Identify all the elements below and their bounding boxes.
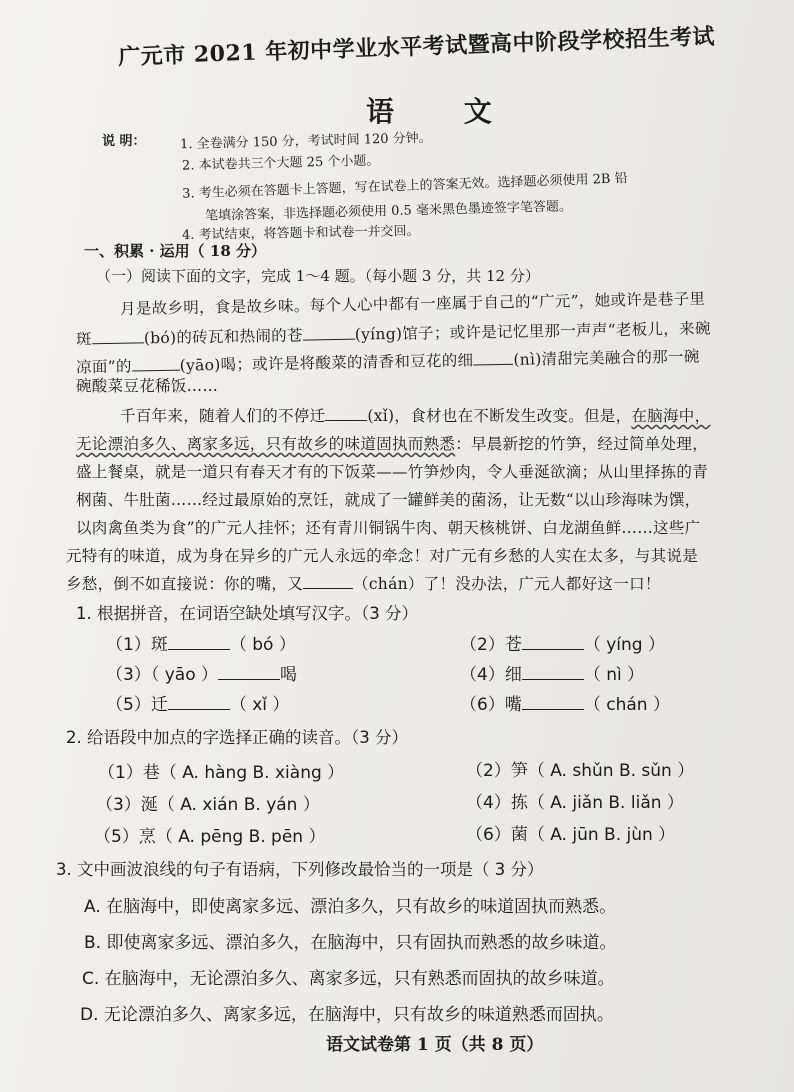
q1-item [460,660,644,685]
q3-option-a[interactable]: A. 在脑海中，即使离家多远、漂泊多久，只有故乡的味道固执而熟悉。 [84,897,617,917]
answer-blank[interactable] [325,406,367,421]
passage-text: (yíng)馆子；或许是记忆里那一声声“老板儿，来碗 [354,319,711,344]
question-1-stem: 1. 根据拼音，在词语空缺处填写汉字。（3 分） [76,604,418,623]
section-heading: 一、积累 · 运用（ 18 分） [84,242,266,260]
q1-item [106,630,296,655]
instruction-2: 2. 本试卷共三个大题 25 个小题。 [181,153,380,174]
passage-text: (bó)的砖瓦和热闹的苍 [143,326,303,348]
passage-line [76,345,700,378]
passage-text: (nì)清甜完美融合的那一碗 [513,347,700,369]
q2-item: （4）拣（ A. jiǎn B. liǎn ） [466,793,684,813]
answer-blank[interactable] [303,325,355,341]
q1-item-pinyin: （ yíng ） [583,635,665,655]
q1-item-pinyin: （ bó ） [229,635,296,655]
instructions-label: 说 明： [102,134,146,149]
q1-item-prefix: （5）迁 [106,695,168,715]
passage-text: 斑 [75,330,93,349]
q2-item: （5）烹（ A. pēng B. pēn ） [94,827,326,847]
passage-line: 盛上餐桌，就是一道只有春天才有的下饭菜——竹笋炒肉，令人垂涎欲滴；从山里择拣的青 [76,463,709,481]
passage-line: 以肉禽鱼类为食”的广元人挂怀；还有青川铜锅牛肉、朝天核桃饼、白龙湖鱼鲜……这些广 [76,519,701,537]
passage-line [120,404,710,426]
q1-item [460,690,670,715]
answer-blank[interactable] [218,665,280,680]
wavy-underlined-sentence: 无论漂泊多久、离家多远，只有故乡的味道固执而熟悉 [76,435,456,453]
section-sub-heading: （一）阅读下面的文字，完成 1～4 题。（每小题 3 分，共 12 分） [96,267,540,285]
passage-line [76,316,711,349]
answer-blank[interactable] [522,695,584,710]
q1-item [106,660,297,685]
q1-item-prefix: （4）细 [460,665,522,685]
passage-text: 千百年来，随着人们的不停迁 [120,407,326,425]
subject-title: 语 文 [366,95,522,128]
q2-item: （6）菌（ A. jūn B. jùn ） [466,825,676,845]
passage-text: （chán）了！没办法，广元人都好这一口！ [353,575,661,593]
q1-item-pinyin: （ nì ） [583,665,645,685]
passage-line [76,432,708,454]
question-3-stem: 3. 文中画波浪线的句子有语病，下列修改最恰当的一项是（ 3 分） [56,860,544,879]
exam-title: 广元市 2021 年初中学业水平考试暨高中阶段学校招生考试 [117,23,716,71]
passage-text: 凉面”的 [75,357,132,377]
q3-option-b[interactable]: B. 即使离家多远、漂泊多久，在脑海中，只有固执而熟悉的故乡味道。 [84,933,617,953]
q1-item-prefix: （1）斑 [106,635,168,655]
q3-option-d[interactable]: D. 无论漂泊多久、离家多远，在脑海中，只有故乡的味道熟悉而固执。 [80,1005,614,1025]
answer-blank[interactable] [168,635,230,650]
q2-item: （1）巷（ A. hàng B. xiàng ） [98,763,345,783]
wavy-underlined-sentence: 在脑海中， [631,407,711,425]
page-footer: 语文试卷第 1 页（共 8 页） [326,1035,544,1055]
answer-blank[interactable] [473,350,513,366]
q1-item-prefix: （2）苍 [460,635,522,655]
passage-line: 碗酸菜豆花稀饭…… [76,377,219,395]
q1-item-suffix: 喝 [280,665,298,685]
answer-blank[interactable] [522,635,584,650]
q1-item [106,690,289,715]
instruction-1: 1. 全卷满分 150 分，考试时间 120 分钟。 [179,130,432,153]
q1-item-pinyin: （ chán ） [583,695,670,715]
q1-item-prefix: （3）（ yāo ） [106,665,219,685]
instruction-4: 4. 考试结束，将答题卡和试卷一并交回。 [181,223,420,244]
q3-option-c[interactable]: C. 在脑海中，无论漂泊多久、离家多远，只有熟悉而固执的故乡味道。 [82,969,615,989]
answer-blank[interactable] [168,695,230,710]
instruction-3: 3. 考生必须在答题卡上答题，写在试卷上的答案无效。选择题必须使用 2B 铅 [181,171,628,202]
question-2-stem: 2. 给语段中加点的字选择正确的读音。（3 分） [66,728,408,747]
passage-text: 乡愁，倒不如直接说：你的嘴，又 [66,575,304,593]
passage-line: 月是故乡明，食是故乡味。每个人心中都有一座属于自己的“广元”，她或许是巷子里 [119,289,706,319]
q1-item-prefix: （6）嘴 [460,695,522,715]
passage-text: ：早晨新挖的竹笋，经过简单处理， [455,435,709,453]
answer-blank[interactable] [92,328,144,344]
q1-item [460,630,665,655]
answer-blank[interactable] [303,574,353,589]
instruction-3-cont: 笔填涂答案，非选择题必须使用 0.5 毫米黑色墨迹签字笔答题。 [204,199,573,224]
passage-line [66,572,661,594]
passage-text: (yāo)喝；或许是将酸菜的清香和豆花的细 [179,351,474,375]
answer-blank[interactable] [522,665,584,680]
answer-blank[interactable] [132,356,180,372]
q2-item: （3）涎（ A. xián B. yán ） [96,795,320,815]
passage-text: (xǐ)，食材也在不断发生改变。但是， [367,407,632,425]
passage-line: 元特有的味道，成为身在异乡的广元人永远的牵念！对广元有乡愁的人实在太多，与其说是 [66,547,699,565]
passage-line: 㭎菌、牛肚菌……经过最原始的烹饪，就成了一罐鲜美的菌汤，让无数“以山珍海味为馔， [76,491,701,509]
q1-item-pinyin: （ xǐ ） [229,695,290,715]
q2-item: （2）笋（ A. shǔn B. sǔn ） [466,761,695,781]
